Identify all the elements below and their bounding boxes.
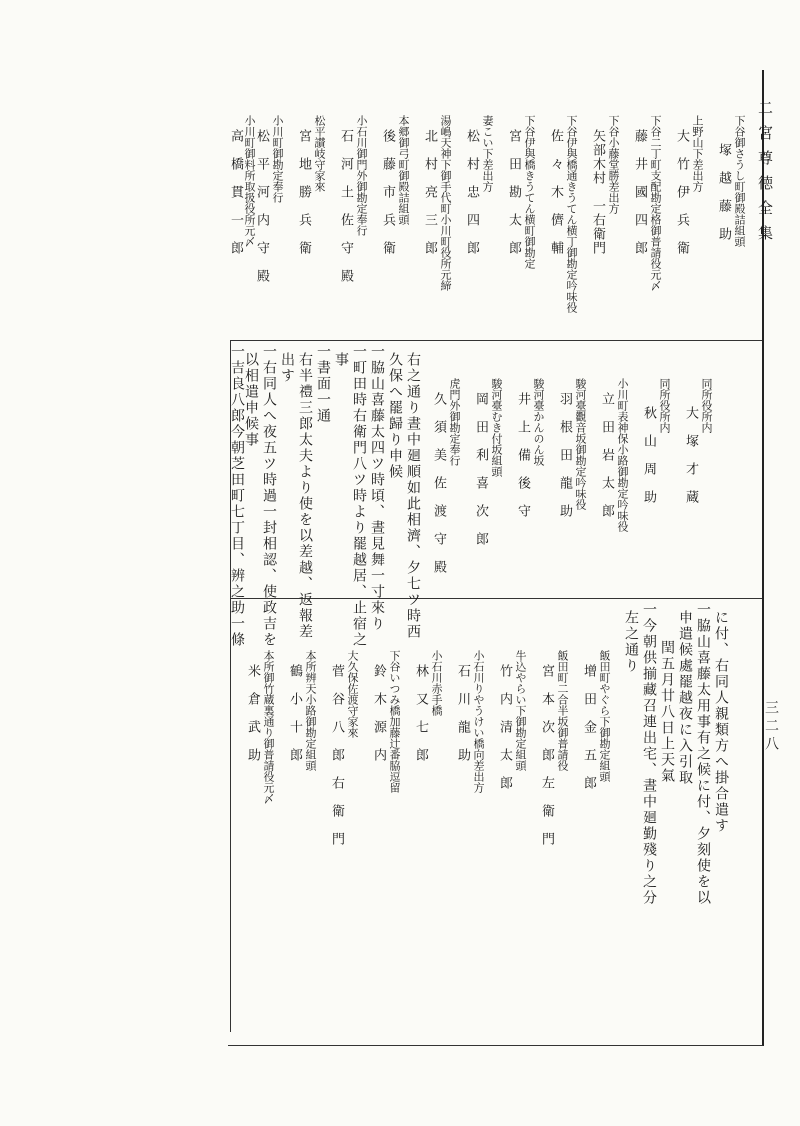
mid-col-3: 同所役所内 — [658, 378, 671, 433]
bot-col-17: 本所御竹蔵裏通り御普請役元〆 — [262, 650, 275, 804]
diary-line-11: 一吉良八郎今朝芝田町七丁目、辨之助一條 — [229, 344, 245, 648]
mid-col-13: 虎門外御勘定奉行 — [448, 378, 461, 466]
mid-col-4: 秋 山 周 助 — [641, 378, 656, 504]
mid-col-9: 駿河臺かんのん坂 — [532, 378, 545, 466]
top-col-21: 松平讃岐守家來 — [313, 115, 326, 192]
top-col-18: 後 藤 市 兵 衛 — [380, 115, 395, 255]
mid-col-12: 岡 田 利 喜 次 郎 — [473, 378, 488, 546]
mid-col-5: 小川町表神保小路御勘定吟味役 — [616, 378, 629, 532]
bot-col-16: 鶴 小 十 郎 — [287, 650, 302, 762]
bottom-line-4: 閏五月廿八日上天氣 — [659, 640, 675, 784]
bot-col-11: 下谷いつみ橋加藤辻番脇逗留 — [388, 650, 401, 793]
bottom-line-6: 左之通り — [623, 610, 639, 674]
diary-line-2: 久保へ罷歸り申候 — [387, 352, 403, 480]
diary-line-1: 右之通り晝中廻順如此相濟、夕七ツ時西 — [405, 352, 421, 640]
top-col-8: 矢部木村 一右衛門 — [590, 115, 605, 255]
mid-col-1: 同所役所内 — [700, 378, 713, 433]
bot-col-2: 增 田 金 五 郎 — [581, 650, 596, 790]
page-number: 三二八 — [763, 700, 779, 754]
bot-col-15: 本所辨天小路御勘定組頭 — [304, 650, 317, 771]
mid-col-6: 立 田 岩 太 郎 — [599, 378, 614, 518]
bottom-line-2: 一脇山喜藤太用事有之候に付、夕刻使を以 — [695, 602, 711, 906]
top-col-17: 本郷御弓町御殿詰組頭 — [397, 115, 410, 225]
diary-line-8: 出す — [279, 352, 295, 384]
bot-col-18: 米 倉 武 助 — [245, 650, 260, 762]
top-col-13: 妻こい下差出方 — [481, 115, 494, 192]
top-col-6: 藤 井 國 四 郎 — [632, 115, 647, 255]
bot-col-12: 鈴 木 源 内 — [371, 650, 386, 762]
top-col-20: 石 河 土 佐 守 殿 — [338, 115, 353, 283]
bot-col-6: 竹 内 清 太 郎 — [497, 650, 512, 790]
diary-line-4: 一町田時右衛門八ツ時より罷越居、止宿之 — [351, 344, 367, 648]
bot-col-9: 小石川赤手橋 — [430, 650, 443, 716]
diary-line-10: 以相遣申候事 — [243, 352, 259, 448]
bottom-line-1: に付、右同人親類方へ掛合遣す — [713, 610, 729, 834]
mid-col-8: 羽 根 田 龍 助 — [557, 378, 572, 518]
top-col-19: 小石川御門外御勘定奉行 — [355, 115, 368, 236]
bot-col-10: 林 又 七 郎 — [413, 650, 428, 762]
top-col-14: 松 村 忠 四 郎 — [464, 115, 479, 255]
bot-col-1: 飯田町やぐら下御勘定組頭 — [598, 650, 611, 782]
section-divider-top — [230, 340, 762, 341]
top-col-15: 湯嶋天神下御手代町小川町役所元締 — [439, 115, 452, 291]
top-col-9: 下谷伊與橋通きうてん横丁御勘定吟味役 — [565, 115, 578, 313]
bot-col-13: 大久保佐渡守家來 — [346, 650, 359, 738]
mid-col-14: 久 須 美 佐 渡 守 殿 — [431, 378, 446, 574]
top-col-25: 小川町御料所取扱役所元〆 — [243, 115, 256, 247]
mid-col-7: 駿河臺觀音坂御勘定吟味役 — [574, 378, 587, 510]
bot-col-14: 菅 谷 八 郎 右 衛 門 — [329, 650, 344, 846]
diary-line-3: 一脇山喜藤太四ツ時頃、晝見舞一寸來り — [369, 344, 385, 632]
top-col-11: 下谷伊與橋きうてん横町御勘定 — [523, 115, 536, 269]
diary-line-6: 一書面一通 — [315, 344, 331, 424]
mid-col-10: 井 上 備 後 守 — [515, 378, 530, 518]
bot-col-7: 小石川りやうけい橋向差出方 — [472, 650, 485, 793]
top-col-23: 小川町御勘定奉行 — [271, 115, 284, 203]
mid-col-2: 大 塚 才 蔵 — [683, 378, 698, 504]
bottom-line-3: 申遣候處罷越夜に入引取 — [677, 610, 693, 786]
top-col-2: 塚 越 藤 助 — [716, 115, 731, 241]
diary-line-5: 事 — [333, 352, 349, 368]
top-col-1: 下谷御さうし町御殿詰組頭 — [733, 115, 746, 247]
top-col-12: 宮 田 勘 太 郎 — [506, 115, 521, 255]
diary-line-9: 一右同人へ夜五ツ時過一封相認、使政吉を — [261, 344, 277, 648]
bot-col-5: 牛込やらい下御勘定組頭 — [514, 650, 527, 771]
bot-col-8: 石 川 龍 助 — [455, 650, 470, 762]
top-col-3: 上野山下差出方 — [691, 115, 704, 192]
top-col-26: 高 橋 貫 一 郎 — [228, 115, 243, 255]
top-col-22: 宮 地 勝 兵 衛 — [296, 115, 311, 255]
bot-col-4: 宮 本 次 郎 左 衛 門 — [539, 650, 554, 846]
top-col-10: 佐 々 木 儕 輔 — [548, 115, 563, 255]
top-col-16: 北 村 亮 三 郎 — [422, 115, 437, 255]
diary-line-7: 右半禮三郎太夫より使を以差越、返報差 — [297, 352, 313, 640]
bot-col-3: 飯田町二合半坂御普請役 — [556, 650, 569, 771]
top-col-24: 松 平 河 内 守 殿 — [254, 115, 269, 283]
top-col-4: 大 竹 伊 兵 衛 — [674, 115, 689, 255]
top-col-5: 下谷二丁町支配勘定格御普請役元〆 — [649, 115, 662, 291]
book-title: 二宮尊徳全集 — [756, 100, 774, 250]
top-col-7: 下谷小藤堂勝差出方 — [607, 115, 620, 214]
mid-col-11: 駿河臺むき付坂組頭 — [490, 378, 503, 477]
bottom-line-5: 一今朝供揃藏召連出宅、晝中廻勤殘り之分 — [641, 602, 657, 906]
